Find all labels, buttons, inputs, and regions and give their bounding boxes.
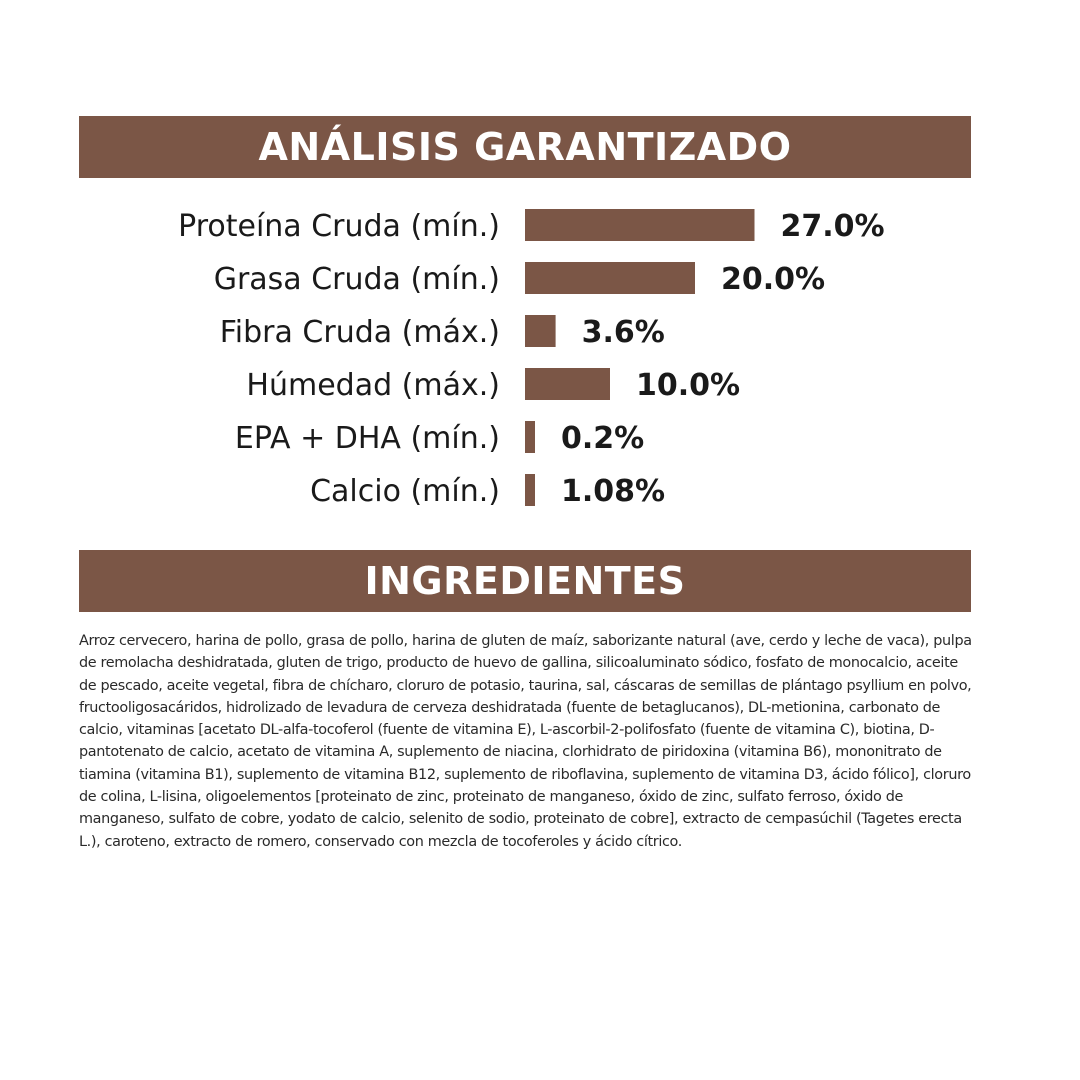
bar-label: Fibra Cruda (máx.) [219,315,500,350]
bar [525,474,535,506]
bar-value-label: 20.0% [721,262,826,297]
bar-label: Grasa Cruda (mín.) [213,262,500,297]
bar-value-label: 10.0% [636,368,741,403]
bar-value-label: 1.08% [561,474,666,509]
bar [525,315,556,347]
bar [525,209,755,241]
ingredients-list-text: Arroz cervecero, harina de pollo, grasa de pollo, harina de gluten de maíz, saborizante natural (ave, cerdo y leche de vaca), pulpa de remolacha deshidratada, gluten de trigo, producto de huevo de gallina, silicoaluminato sódico, fosfato de monocalcio, aceite de pescado, aceite vegetal, fibra de chícharo, cloruro de potasio, taurina, sal, cáscaras de semillas de plántago psyllium en polvo, fructooligosacáridos, hidrolizado de levadura de cerveza deshidratada (fuente de betaglucanos), DL-metionina, carbonato de calcio, vitaminas [acetato DL-alfa-tocoferol (fuente de vitamina E), L-ascorbil-2-polifosfato (fuente de vitamina C), biotina, D-pantotenato de calcio, acetato de vitamina A, suplemento de niacina, clorhidrato de piridoxina (vitamina B6), mononitrato de tiamina (vitamina B1), suplemento de vitamina B12, suplemento de riboflavina, suplemento de vitamina D3, ácido fólico], cloruro de colina, L-lisina, oligoelementos [proteinato de zinc, proteinato de manganeso, óxido de zinc, sulfato ferroso, óxido de manganeso, sulfato de cobre, yodato de calcio, selenito de sodio, proteinato de cobre], extracto de cempasúchil (Tagetes erecta L.), caroteno, extracto de romero, conservado con mezcla de tocoferoles y ácido cítrico. [79,633,972,850]
bar-value-label: 3.6% [581,315,665,350]
bar [525,368,610,400]
bar-value-label: 27.0% [780,209,885,244]
bar-label: Proteína Cruda (mín.) [178,209,500,244]
bar [525,421,535,453]
bar-value-label: 0.2% [561,421,645,456]
guaranteed-analysis-chart [0,190,1080,530]
bar-label: EPA + DHA (mín.) [234,421,500,456]
ingredients-title-banner: INGREDIENTES [79,550,971,612]
bar-label: Húmedad (máx.) [246,368,500,403]
bar [525,262,695,294]
analysis-title-banner: ANÁLISIS GARANTIZADO [79,116,971,178]
bar-label: Calcio (mín.) [310,474,500,509]
